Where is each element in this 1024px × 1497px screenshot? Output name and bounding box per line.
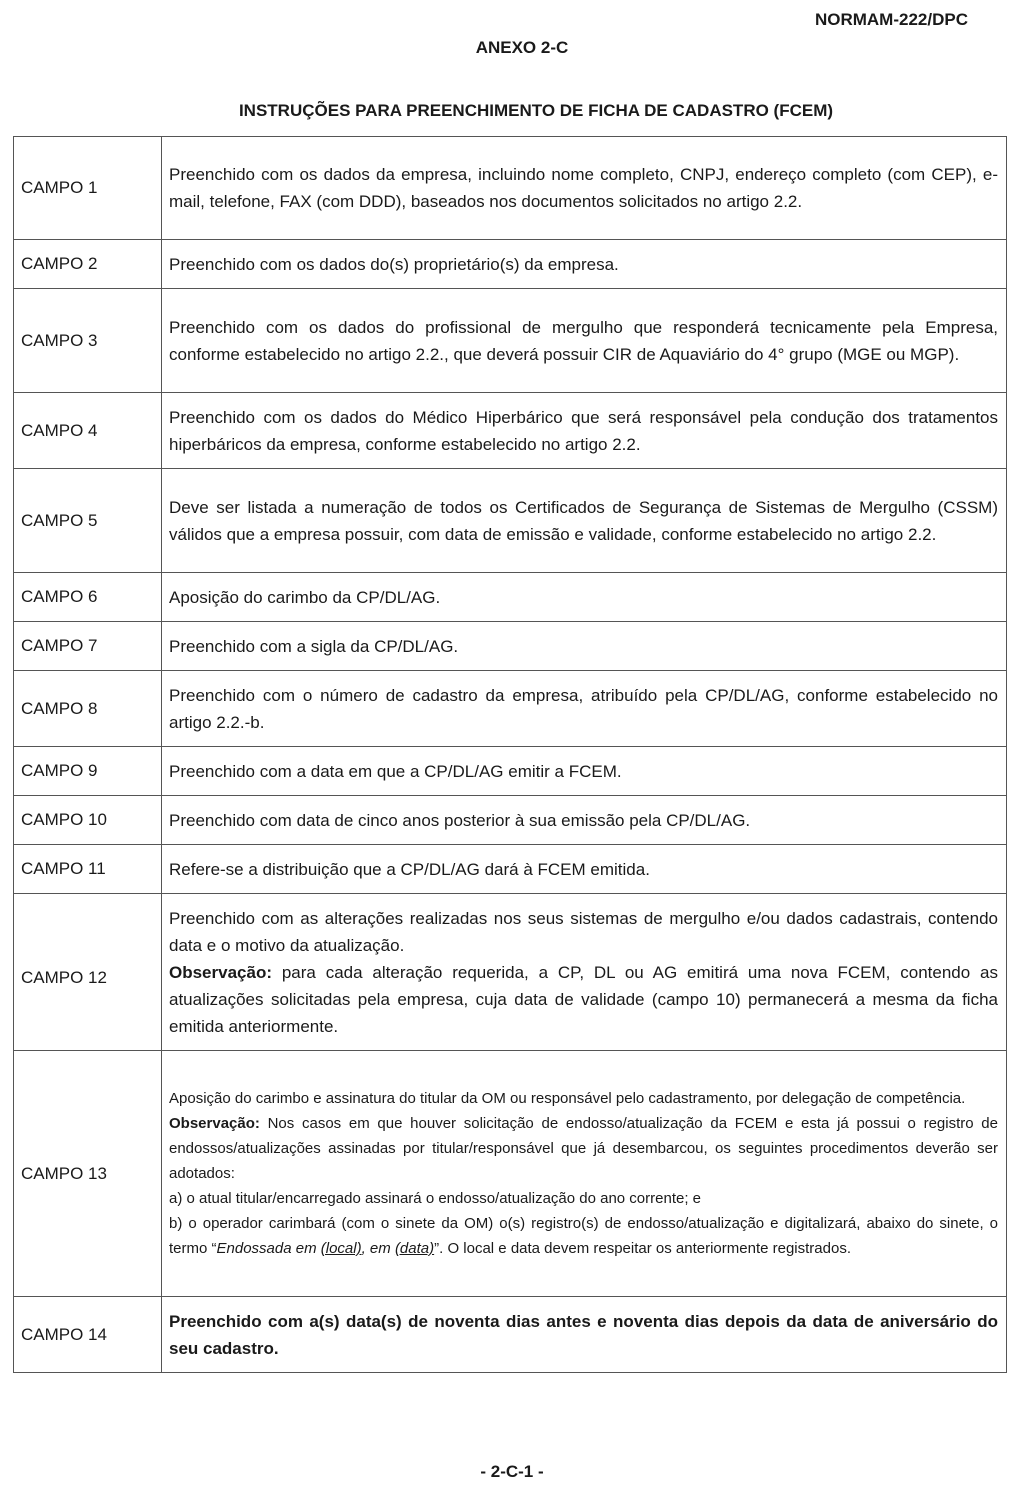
observation-label: Observação: bbox=[169, 1115, 260, 1132]
campo-description: Preenchido com o número de cadastro da empresa, atribuído pela CP/DL/AG, conforme estabelecido no artigo 2.2.-b. bbox=[162, 671, 1007, 747]
page-number: - 2-C-1 - bbox=[480, 1462, 544, 1481]
campo-label: CAMPO 8 bbox=[14, 671, 162, 747]
campo-label: CAMPO 6 bbox=[14, 573, 162, 622]
table-row bbox=[14, 137, 1007, 240]
list-item bbox=[169, 1211, 998, 1261]
observation bbox=[169, 959, 998, 1040]
campo-description-text: Aposição do carimbo e assinatura do titular da OM ou responsável pelo cadastramento, por delegação de competência. bbox=[169, 1090, 966, 1107]
campo-description: Preenchido com os dados da empresa, incluindo nome completo, CNPJ, endereço completo (com CEP), e-mail, telefone, FAX (com DDD), baseados nos documentos solicitados no artigo 2.2. bbox=[162, 137, 1007, 240]
table-row bbox=[14, 622, 1007, 671]
campo-label: CAMPO 10 bbox=[14, 796, 162, 845]
list-item-text: ”. O local e data devem respeitar os anteriormente registrados. bbox=[434, 1240, 851, 1257]
campo-label: CAMPO 13 bbox=[14, 1051, 162, 1297]
underlined-text: (data) bbox=[394, 1240, 435, 1257]
campo-description: Preenchido com a data em que a CP/DL/AG emitir a FCEM. bbox=[162, 747, 1007, 796]
annex-title: ANEXO 2-C bbox=[475, 38, 569, 57]
observation bbox=[169, 1111, 998, 1186]
campo-description: Aposição do carimbo da CP/DL/AG. bbox=[162, 573, 1007, 622]
campo-description: Preenchido com os dados do(s) proprietário(s) da empresa. bbox=[162, 240, 1007, 289]
table-row bbox=[14, 747, 1007, 796]
instructions-table bbox=[13, 136, 1007, 1373]
campo-description: Refere-se a distribuição que a CP/DL/AG dará à FCEM emitida. bbox=[162, 845, 1007, 894]
list-item: a) o atual titular/encarregado assinará o endosso/atualização do ano corrente; e bbox=[169, 1190, 702, 1207]
table-row bbox=[14, 289, 1007, 393]
campo-description: Preenchido com os dados do Médico Hiperbárico que será responsável pela condução dos tratamentos hiperbáricos da empresa, conforme estabelecido no artigo 2.2. bbox=[162, 393, 1007, 469]
campo-description: Deve ser listada a numeração de todos os Certificados de Segurança de Sistemas de Mergulho (CSSM) válidos que a empresa possuir, com data de emissão e validade, conforme estabelecido no artigo 2.2. bbox=[162, 469, 1007, 573]
underlined-text: (local) bbox=[320, 1240, 362, 1257]
table-row bbox=[14, 845, 1007, 894]
campo-description bbox=[162, 1051, 1007, 1297]
campo-label: CAMPO 2 bbox=[14, 240, 162, 289]
table-row bbox=[14, 894, 1007, 1051]
campo-label: CAMPO 11 bbox=[14, 845, 162, 894]
document-code: NORMAM-222/DPC bbox=[814, 10, 968, 29]
observation-text: para cada alteração requerida, a CP, DL ou AG emitirá uma nova FCEM, contendo as atualizações solicitadas pela empresa, cuja data de validade (campo 10) permanecerá a mesma da ficha emitida anteriormente. bbox=[169, 962, 998, 1036]
italic-text: Endossada em bbox=[216, 1240, 321, 1257]
page-title: INSTRUÇÕES PARA PREENCHIMENTO DE FICHA DE CADASTRO (FCEM) bbox=[238, 101, 834, 120]
observation-label: Observação: bbox=[169, 962, 272, 982]
italic-text: , em bbox=[361, 1240, 395, 1257]
list-item-text: b) o operador carimbará (com o sinete da OM) o(s) registro(s) de endosso/atualização e digitalizará, abaixo do sinete, o termo “ bbox=[169, 1215, 998, 1257]
table-row bbox=[14, 671, 1007, 747]
table-row bbox=[14, 469, 1007, 573]
campo-label: CAMPO 4 bbox=[14, 393, 162, 469]
campo-label: CAMPO 14 bbox=[14, 1297, 162, 1373]
observation-text: Nos casos em que houver solicitação de endosso/atualização da FCEM e esta já possui o registro de endossos/atualizações assinadas por titular/responsável que já desembarcou, os seguintes procedimentos deverão ser adotados: bbox=[169, 1115, 998, 1182]
campo-description: Preenchido com os dados do profissional de mergulho que responderá tecnicamente pela Empresa, conforme estabelecido no artigo 2.2., que deverá possuir CIR de Aquaviário do 4° grupo (MGE ou MGP). bbox=[162, 289, 1007, 393]
campo-label bbox=[14, 894, 162, 1051]
campo-label: CAMPO 3 bbox=[14, 289, 162, 393]
campo-description bbox=[162, 894, 1007, 1051]
table-row bbox=[14, 573, 1007, 622]
table-row bbox=[14, 393, 1007, 469]
table-row bbox=[14, 240, 1007, 289]
campo-label: CAMPO 7 bbox=[14, 622, 162, 671]
table-row bbox=[14, 1297, 1007, 1373]
table-row bbox=[14, 796, 1007, 845]
campo-description: Preenchido com data de cinco anos posterior à sua emissão pela CP/DL/AG. bbox=[162, 796, 1007, 845]
campo-label: CAMPO 5 bbox=[14, 469, 162, 573]
campo-label-text: CAMPO 12 bbox=[21, 968, 107, 987]
campo-description-text: Preenchido com as alterações realizadas nos seus sistemas de mergulho e/ou dados cadastrais, contendo data e o motivo da atualização. bbox=[169, 908, 998, 955]
campo-description: Preenchido com a sigla da CP/DL/AG. bbox=[162, 622, 1007, 671]
table-row bbox=[14, 1051, 1007, 1297]
campo-label: CAMPO 9 bbox=[14, 747, 162, 796]
campo-description: Preenchido com a(s) data(s) de noventa dias antes e noventa dias depois da data de aniversário do seu cadastro. bbox=[162, 1297, 1007, 1373]
campo-label: CAMPO 1 bbox=[14, 137, 162, 240]
